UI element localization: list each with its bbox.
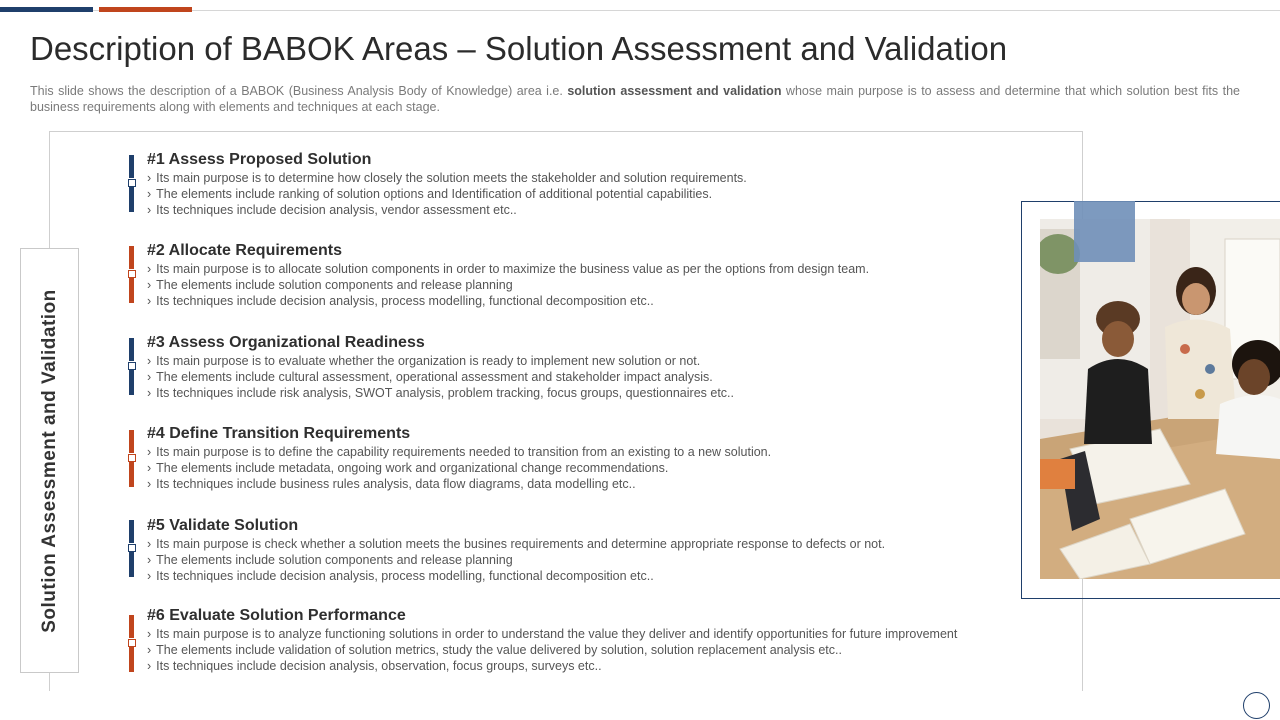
item-line [147, 277, 1027, 293]
item-line-text: Its techniques include decision analysis, process modelling, functional decomposition etc.. [156, 569, 654, 583]
chevron-right-icon: › [147, 386, 152, 400]
chevron-right-icon: › [147, 569, 152, 583]
item-title: #2 Allocate Requirements [147, 242, 343, 259]
item-line-text: The elements include metadata, ongoing work and organizational change recommendations. [156, 461, 669, 475]
slide-title: Description of BABOK Areas – Solution Assessment and Validation [30, 30, 1008, 67]
item-line-text: Its main purpose is to evaluate whether the organization is ready to implement new solution or not. [156, 354, 701, 368]
item-line [147, 186, 1027, 202]
item-title: #4 Define Transition Requirements [147, 425, 411, 442]
side-label: Solution Assessment and Validation [38, 288, 60, 633]
photo-accent-square [1074, 201, 1135, 262]
intro-bold: solution assessment and validation [567, 84, 782, 98]
accent-bar-orange [99, 7, 192, 12]
item-title: #5 Validate Solution [147, 517, 299, 534]
page-indicator-circle [1243, 692, 1270, 719]
item-3 [147, 333, 1027, 401]
chevron-right-icon: › [147, 354, 152, 368]
chevron-right-icon: › [147, 445, 152, 459]
chevron-right-icon: › [147, 461, 152, 475]
item-line-text: Its techniques include decision analysis, vendor assessment etc.. [156, 203, 517, 217]
item-marker-2 [128, 246, 136, 304]
item-line-text: Its main purpose is to determine how closely the solution meets the stakeholder and solution requirements. [156, 171, 747, 185]
chevron-right-icon: › [147, 278, 152, 292]
item-2 [147, 241, 1027, 309]
item-line [147, 170, 1027, 186]
chevron-right-icon: › [147, 171, 152, 185]
item-line [147, 460, 1027, 476]
item-line-text: Its techniques include decision analysis, process modelling, functional decomposition etc.. [156, 294, 654, 308]
item-marker-5 [128, 520, 136, 578]
chevron-right-icon: › [147, 262, 152, 276]
item-line-text: The elements include cultural assessment, operational assessment and stakeholder impact analysis. [156, 370, 713, 384]
item-5 [147, 516, 1027, 584]
chevron-right-icon: › [147, 477, 152, 491]
accent-bar-navy [0, 7, 93, 12]
team-meeting-photo [1040, 219, 1280, 579]
item-line-text: Its techniques include business rules analysis, data flow diagrams, data modelling etc.. [156, 477, 636, 491]
intro-part-2: whose main purpose is to assess and determine that which solution best fits the business requirements along with elements and techniques at each stage. [30, 84, 1240, 114]
chevron-right-icon: › [147, 187, 152, 201]
item-line [147, 476, 1027, 492]
intro-part-1: This slide shows the description of a BABOK (Business Analysis Body of Knowledge) area i.e. [30, 84, 568, 98]
item-line-text: Its main purpose is to analyze functioning solutions in order to understand the value they deliver and identify opportunities for future improvement [156, 627, 958, 641]
item-line-text: The elements include solution components and release planning [156, 553, 513, 567]
item-line-text: The elements include ranking of solution options and Identification of additional potential capabilities. [156, 187, 713, 201]
item-line [147, 642, 1027, 658]
chevron-right-icon: › [147, 627, 152, 641]
slide-intro [30, 83, 1240, 115]
item-line [147, 658, 1027, 674]
chevron-right-icon: › [147, 553, 152, 567]
item-line [147, 536, 1027, 552]
item-6 [147, 606, 1027, 674]
item-marker-4 [128, 430, 136, 488]
item-4 [147, 424, 1027, 492]
item-line-text: The elements include solution components and release planning [156, 278, 513, 292]
item-line [147, 261, 1027, 277]
item-line [147, 293, 1027, 309]
side-label-box [20, 248, 79, 673]
item-line-text: The elements include validation of solution metrics, study the value delivered by solution, solution replacement analysis etc.. [156, 643, 842, 657]
item-title: #1 Assess Proposed Solution [147, 151, 372, 168]
chevron-right-icon: › [147, 294, 152, 308]
item-line-text: Its techniques include decision analysis, observation, focus groups, surveys etc.. [156, 659, 602, 673]
chevron-right-icon: › [147, 659, 152, 673]
item-line-text: Its main purpose is to define the capability requirements needed to transition from an existing to a new solution. [156, 445, 772, 459]
item-marker-1 [128, 155, 136, 213]
chevron-right-icon: › [147, 203, 152, 217]
item-line [147, 385, 1027, 401]
item-title: #6 Evaluate Solution Performance [147, 607, 406, 624]
item-line [147, 353, 1027, 369]
item-line-text: Its main purpose is check whether a solution meets the busines requirements and determine appropriate response to defects or not. [156, 537, 886, 551]
item-line [147, 202, 1027, 218]
top-divider [0, 10, 1280, 11]
item-line [147, 444, 1027, 460]
item-1 [147, 150, 1027, 218]
chevron-right-icon: › [147, 537, 152, 551]
item-line-text: Its main purpose is to allocate solution components in order to maximize the business value as per the options from design team. [156, 262, 870, 276]
item-line-text: Its techniques include risk analysis, SWOT analysis, problem tracking, focus groups, questionnaires etc.. [156, 386, 734, 400]
item-title: #3 Assess Organizational Readiness [147, 334, 425, 351]
chevron-right-icon: › [147, 370, 152, 384]
item-line [147, 626, 1027, 642]
item-line [147, 552, 1027, 568]
item-line [147, 568, 1027, 584]
item-line [147, 369, 1027, 385]
item-marker-6 [128, 615, 136, 673]
item-marker-3 [128, 338, 136, 396]
chevron-right-icon: › [147, 643, 152, 657]
